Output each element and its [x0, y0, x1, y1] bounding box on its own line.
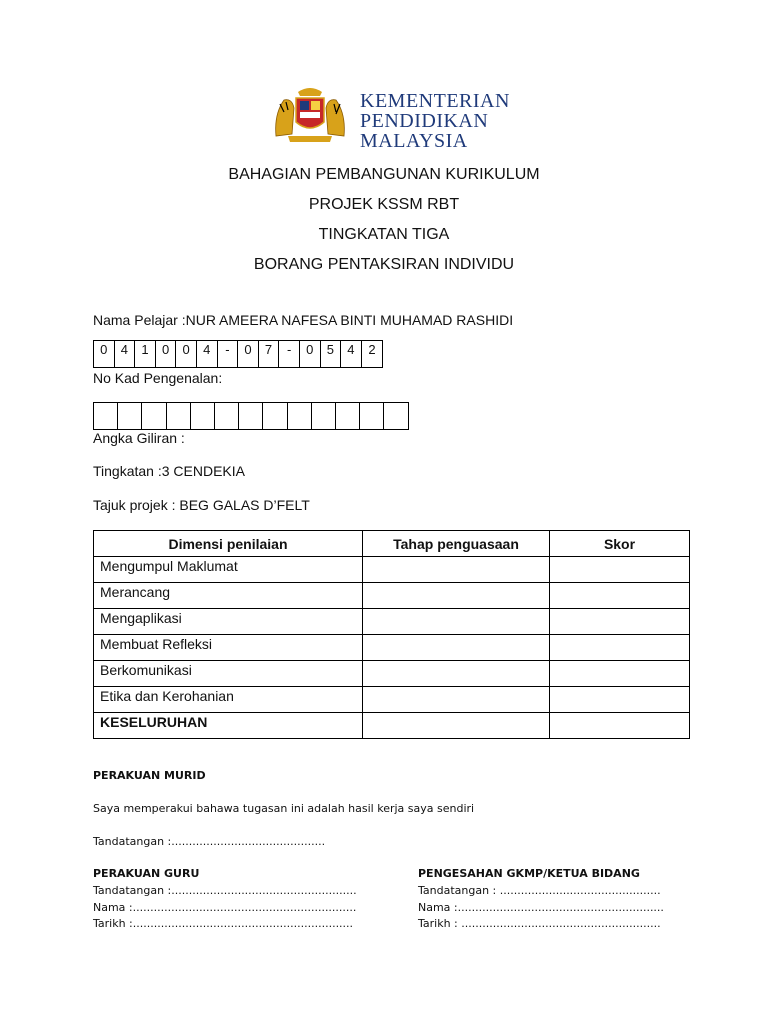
tingkatan-label: Tingkatan :3 CENDEKIA	[93, 463, 245, 479]
ic-box: 7	[259, 341, 280, 367]
skor-cell[interactable]	[550, 583, 690, 609]
tahap-cell[interactable]	[363, 557, 550, 583]
guru-date-line[interactable]: Tarikh :...............................................................	[93, 917, 354, 930]
skor-cell[interactable]	[550, 687, 690, 713]
row-label-total: KESELURUHAN	[94, 713, 363, 739]
ic-box: 4	[115, 341, 136, 367]
ic-box: 4	[197, 341, 218, 367]
angka-box	[336, 403, 360, 429]
header-skor: Skor	[550, 531, 690, 557]
ic-box: 2	[368, 342, 376, 357]
logo-line-3: MALAYSIA	[360, 130, 468, 152]
tahap-cell[interactable]	[363, 609, 550, 635]
ic-label: No Kad Pengenalan:	[93, 370, 223, 386]
ic-box: 0	[300, 341, 321, 367]
tahap-cell[interactable]	[363, 661, 550, 687]
perakuan-murid-statement: Saya memperakui bahawa tugasan ini adalah hasil kerja saya sendiri	[93, 802, 475, 815]
angka-box	[288, 403, 312, 429]
ketua-date-line[interactable]: Tarikh : .........................................................	[418, 917, 661, 930]
angka-box	[142, 403, 166, 429]
skor-cell[interactable]	[550, 635, 690, 661]
table-header-row	[94, 531, 690, 557]
ketua-name-line[interactable]: Nama :...........................................................	[418, 901, 664, 914]
skor-cell[interactable]	[550, 609, 690, 635]
row-label: Merancang	[94, 583, 363, 609]
ic-box: -	[279, 341, 300, 367]
skor-cell[interactable]	[550, 661, 690, 687]
ic-box: 5	[321, 341, 342, 367]
ic-box: 4	[341, 341, 362, 367]
angka-box	[118, 403, 142, 429]
table-row	[94, 557, 690, 583]
angka-box	[167, 403, 191, 429]
perakuan-guru-heading: PERAKUAN GURU	[93, 867, 200, 880]
ic-number-boxes[interactable]	[93, 340, 383, 368]
ministry-crest-logo	[270, 84, 350, 148]
ic-box: 0	[176, 341, 197, 367]
angka-box	[312, 403, 336, 429]
header-dimensi: Dimensi penilaian	[94, 531, 363, 557]
tahap-cell[interactable]	[363, 713, 550, 739]
row-label: Membuat Refleksi	[94, 635, 363, 661]
murid-signature-line[interactable]: Tandatangan :............................................	[93, 835, 326, 848]
title-tingkatan: TINGKATAN TIGA	[318, 226, 450, 243]
angka-box	[191, 403, 215, 429]
table-row	[94, 609, 690, 635]
angka-giliran-boxes[interactable]	[93, 402, 409, 430]
angka-box	[263, 403, 287, 429]
ic-box: -	[218, 341, 239, 367]
ic-box: 0	[94, 341, 115, 367]
title-bahagian: BAHAGIAN PEMBANGUNAN KURIKULUM	[228, 166, 540, 183]
tahap-cell[interactable]	[363, 583, 550, 609]
table-row	[94, 661, 690, 687]
table-row	[94, 583, 690, 609]
ic-box: 1	[135, 341, 156, 367]
ic-box: 0	[238, 341, 259, 367]
title-borang: BORANG PENTAKSIRAN INDIVIDU	[253, 256, 515, 273]
angka-box	[360, 403, 384, 429]
header-tahap: Tahap penguasaan	[363, 531, 550, 557]
row-label: Berkomunikasi	[94, 661, 363, 687]
logo-line-1: KEMENTERIAN	[360, 90, 510, 112]
student-name: Nama Pelajar :NUR AMEERA NAFESA BINTI MUHAMAD RASHIDI	[93, 312, 514, 328]
row-label: Mengumpul Maklumat	[94, 557, 363, 583]
ministry-logo-text	[360, 91, 510, 151]
row-label: Etika dan Kerohanian	[94, 687, 363, 713]
row-label: Mengaplikasi	[94, 609, 363, 635]
table-row	[94, 635, 690, 661]
pengesahan-heading: PENGESAHAN GKMP/KETUA BIDANG	[418, 867, 640, 880]
tahap-cell[interactable]	[363, 635, 550, 661]
ic-box: 0	[156, 341, 177, 367]
perakuan-murid-heading: PERAKUAN MURID	[93, 769, 206, 782]
angka-box	[215, 403, 239, 429]
table-row-total	[94, 713, 690, 739]
guru-name-line[interactable]: Nama :................................................................	[93, 901, 357, 914]
guru-signature-line[interactable]: Tandatangan :.....................................................	[93, 884, 357, 897]
tahap-cell[interactable]	[363, 687, 550, 713]
skor-cell[interactable]	[550, 713, 690, 739]
angka-box	[239, 403, 263, 429]
skor-cell[interactable]	[550, 557, 690, 583]
tajuk-projek-label: Tajuk projek : BEG GALAS D’FELT	[93, 497, 310, 513]
title-projek: PROJEK KSSM RBT	[308, 196, 460, 213]
angka-giliran-label: Angka Giliran :	[93, 430, 185, 446]
table-row	[94, 687, 690, 713]
ketua-signature-line[interactable]: Tandatangan : ..............................................	[418, 884, 661, 897]
angka-box	[384, 403, 408, 429]
assessment-table	[93, 530, 690, 739]
logo-line-2: PENDIDIKAN	[360, 110, 489, 132]
angka-box	[94, 403, 118, 429]
